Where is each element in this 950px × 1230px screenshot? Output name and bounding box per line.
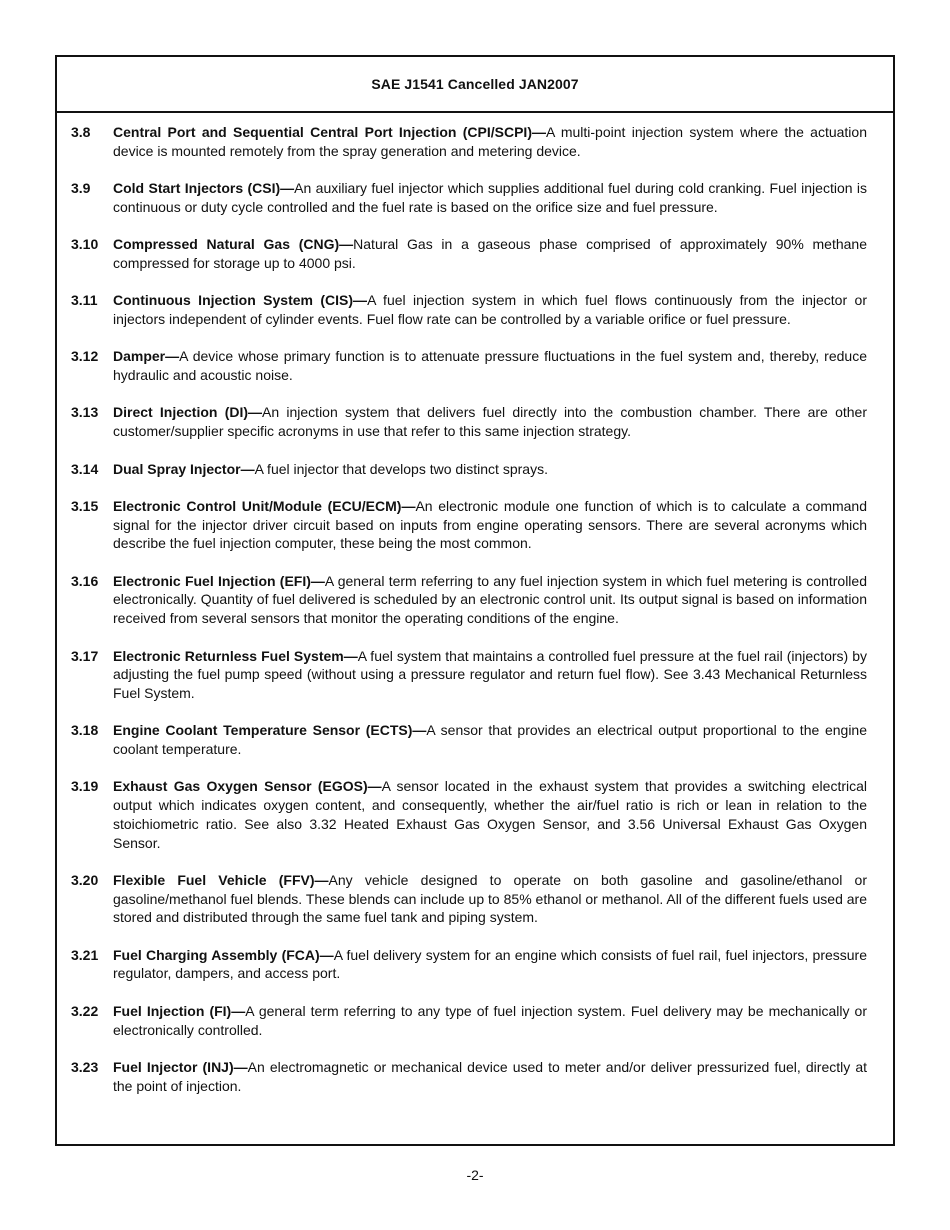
entry-body [113,1002,867,1039]
entry-term: Damper— [113,348,180,365]
entry-term: Compressed Natural Gas (CNG)— [113,236,354,253]
entry-body [113,871,867,927]
entry-text: An injection system that delivers fuel directly into the combustion chamber. There are other customer/supplier specific acronyms in use that refer to this same injection strategy. [113,404,867,440]
definition-entry-3-18 [71,721,867,758]
entry-body [113,179,867,216]
entry-text: Natural Gas in a gaseous phase comprised of approximately 90% methane compressed for storage up to 4000 psi. [113,236,867,271]
definition-entry-3-11 [71,291,867,328]
entry-body [113,235,867,272]
entry-number: 3.21 [71,946,99,963]
entry-text: A general term referring to any type of fuel injection system. Fuel delivery may be mechanically or electronically controlled. [113,1002,867,1038]
entry-term: Cold Start Injectors (CSI)— [113,180,295,197]
definition-entry-3-14 [71,460,867,479]
entry-number: 3.13 [71,404,99,421]
entry-number: 3.10 [71,236,99,253]
definition-entry-3-21 [71,946,867,983]
entry-term: Fuel Charging Assembly (FCA)— [113,946,334,963]
definitions-list [57,113,893,1095]
entry-number: 3.16 [71,572,99,589]
entry-term: Exhaust Gas Oxygen Sensor (EGOS)— [113,778,382,795]
entry-text: A sensor that provides an electrical output proportional to the engine coolant temperature. [113,722,867,758]
entry-body [113,497,867,553]
entry-body [113,1058,867,1095]
entry-term: Direct Injection (DI)— [113,404,263,421]
entry-number: 3.20 [71,871,99,888]
definition-entry-3-13 [71,403,867,440]
document-header [57,57,893,113]
definition-entry-3-19 [71,777,867,852]
entry-number: 3.23 [71,1058,99,1075]
entry-term: Central Port and Sequential Central Port Injection (CPI/SCPI)— [113,124,546,140]
entry-text: A device whose primary function is to attenuate pressure fluctuations in the fuel system and, thereby, reduce hydraulic and acoustic noise. [113,348,867,384]
definition-entry-3-16 [71,572,867,628]
entry-text: A sensor located in the exhaust system that provides a switching electrical output which indicates oxygen content, and consequently, whether the air/fuel ratio is rich or lean in relation to the stoichiometric ratio. See also 3.32 Heated Exhaust Gas Oxygen Sensor, and 3.56 Universal Exhaust Gas Oxygen Sensor. [113,778,867,851]
entry-text: A fuel injection system in which fuel flows continuously from the injector or injectors independent of cylinder events. Fuel flow rate can be controlled by a variable orifice or fuel pressure. [113,292,867,327]
entry-term: Continuous Injection System (CIS)— [113,292,368,309]
entry-text: A general term referring to any fuel injection system in which fuel metering is controlled electronically. Quantity of fuel delivered is scheduled by an electronic control unit. Its output signal is based on information received from several sensors that monitor the operating conditions of the engine. [113,572,867,627]
entry-number: 3.17 [71,647,99,664]
entry-term: Dual Spray Injector— [113,460,255,477]
entry-body [113,777,867,852]
entry-term: Engine Coolant Temperature Sensor (ECTS)— [113,722,427,739]
entry-text: An electronic module one function of which is to calculate a command signal for the injector driver circuit based on inputs from engine operating sensors. There are several acronyms which describe the fuel injection computer, these being the most common. [113,497,868,552]
entry-number: 3.22 [71,1002,99,1019]
definition-entry-3-20 [71,871,867,927]
entry-number: 3.15 [71,497,99,514]
entry-term: Electronic Returnless Fuel System— [113,647,358,664]
definition-entry-3-15 [71,497,867,553]
entry-term: Electronic Fuel Injection (EFI)— [113,572,325,589]
definition-entry-3-22 [71,1002,867,1039]
entry-body [113,291,867,328]
entry-text: A fuel injector that develops two distinct sprays. [254,460,548,477]
entry-number: 3.18 [71,722,99,739]
entry-text: An auxiliary fuel injector which supplies additional fuel during cold cranking. Fuel injection is continuous or duty cycle controlled and the fuel rate is based on the orifice size and fuel pressure. [113,180,868,215]
entry-text: A multi-point injection system where the actuation device is mounted remotely from the spray generation and metering device. [113,124,867,159]
definition-entry-3-17 [71,647,867,703]
entry-term: Flexible Fuel Vehicle (FFV)— [113,871,329,888]
definition-entry-3-10 [71,235,867,272]
entry-body [113,572,867,628]
entry-body [113,721,867,758]
entry-text: Any vehicle designed to operate on both gasoline and gasoline/ethanol or gasoline/methanol fuel blends. These blends can include up to 85% ethanol or methanol. All of the different fuels used are stored and distributed through the same fuel tank and piping system. [113,871,867,926]
document-frame [55,55,895,1146]
entry-body [113,347,867,384]
entry-text: A fuel system that maintains a controlled fuel pressure at the fuel rail (injectors) by adjusting the fuel pump speed (without using a pressure regulator and return fuel flow). See 3.43 Mechanical Returnless Fuel System. [113,647,867,701]
entry-number: 3.11 [71,292,98,309]
definition-entry-3-12 [71,347,867,384]
entry-text: An electromagnetic or mechanical device used to meter and/or deliver pressurized fuel, directly at the point of injection. [113,1058,867,1094]
document-title: SAE J1541 Cancelled JAN2007 [371,76,579,92]
entry-number: 3.19 [71,778,99,795]
entry-number: 3.14 [71,460,99,477]
entry-body [113,403,867,440]
entry-body [113,647,867,703]
definition-entry-3-23 [71,1058,867,1095]
entry-term: Fuel Injection (FI)— [113,1002,246,1019]
entry-body [113,460,867,479]
definition-entry-3-8 [71,123,867,160]
entry-number: 3.8 [71,124,91,140]
entry-text: A fuel delivery system for an engine which consists of fuel rail, fuel injectors, pressure regulator, dampers, and access port. [113,946,867,982]
entry-body [113,123,867,160]
definition-entry-3-9 [71,179,867,216]
entry-number: 3.12 [71,348,99,365]
entry-term: Electronic Control Unit/Module (ECU/ECM)— [113,497,416,514]
entry-number: 3.9 [71,180,91,197]
page-number: -2- [466,1167,484,1183]
entry-body [113,946,867,983]
entry-term: Fuel Injector (INJ)— [113,1058,248,1075]
